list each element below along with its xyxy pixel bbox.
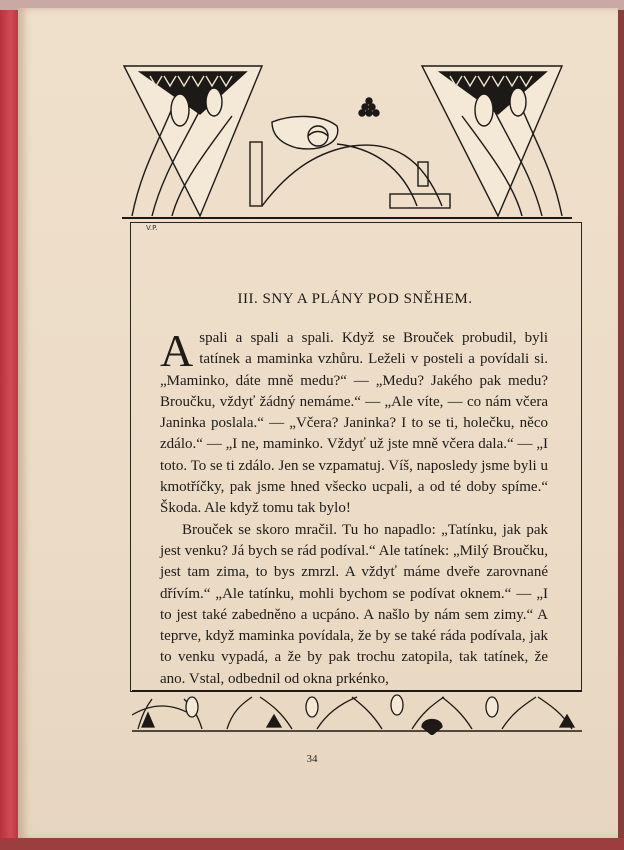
illustrator-initials: V.P. xyxy=(146,224,158,232)
drop-cap: A xyxy=(160,325,194,376)
footer-ornament xyxy=(132,685,582,735)
body-text xyxy=(160,325,548,690)
paragraph-2: Brouček se skoro mračil. Tu ho napadlo: „Tatínku, jak pak jest venku? Já bych se rád podíval.“ Ale tatínek: „Milý Broučku, jest tam zima, to bys zmrzl. A vždyť máme dveře zarovnané dřívím.“ „Ale tatínku, mohli bychom se podívat oknem.“ — „I to jest také zabedněno a ucpáno. A našlo by nám sem zimy.“ A teprve, když maminka povídala, že by se také ráda podívala, jak to venku vypadá, a že by pak trochu zatopila, tak tatínek, že ano. Vstal, odbednil od okna prkénko, xyxy=(160,521,548,687)
chapter-title: III. SNY A PLÁNY POD SNĚHEM. xyxy=(237,291,473,307)
header-illustration xyxy=(122,56,572,226)
book-cover-edge xyxy=(0,838,624,850)
paragraph-1 xyxy=(160,325,548,520)
paragraph-1-text: spali a spali a spali. Když se Brouček probudil, byli tatínek a maminka vzhůru. Leželi v posteli a povídali si. „Maminko, dáte mně medu?“ — „Medu? Jakého pak medu? Broučku, vždyť žádný nemáme.“ — „Ale víte, — co nám včera Janinka poslala.“ — „Včera? Janinka? I to se ti, holečku, něco zdálo.“ — „I ne, maminko. Vždyť už jste mně včera dala.“ — „I toto. To se ti zdálo. Jen se vzpamatuj. Víš, naposledy jsme byli u kmotříčky, pak jsme hned všecko ucpali, a od té doby spíme.“ Škoda. Ale když tomu tak bylo! xyxy=(160,330,548,517)
page-number: 34 xyxy=(306,753,318,765)
